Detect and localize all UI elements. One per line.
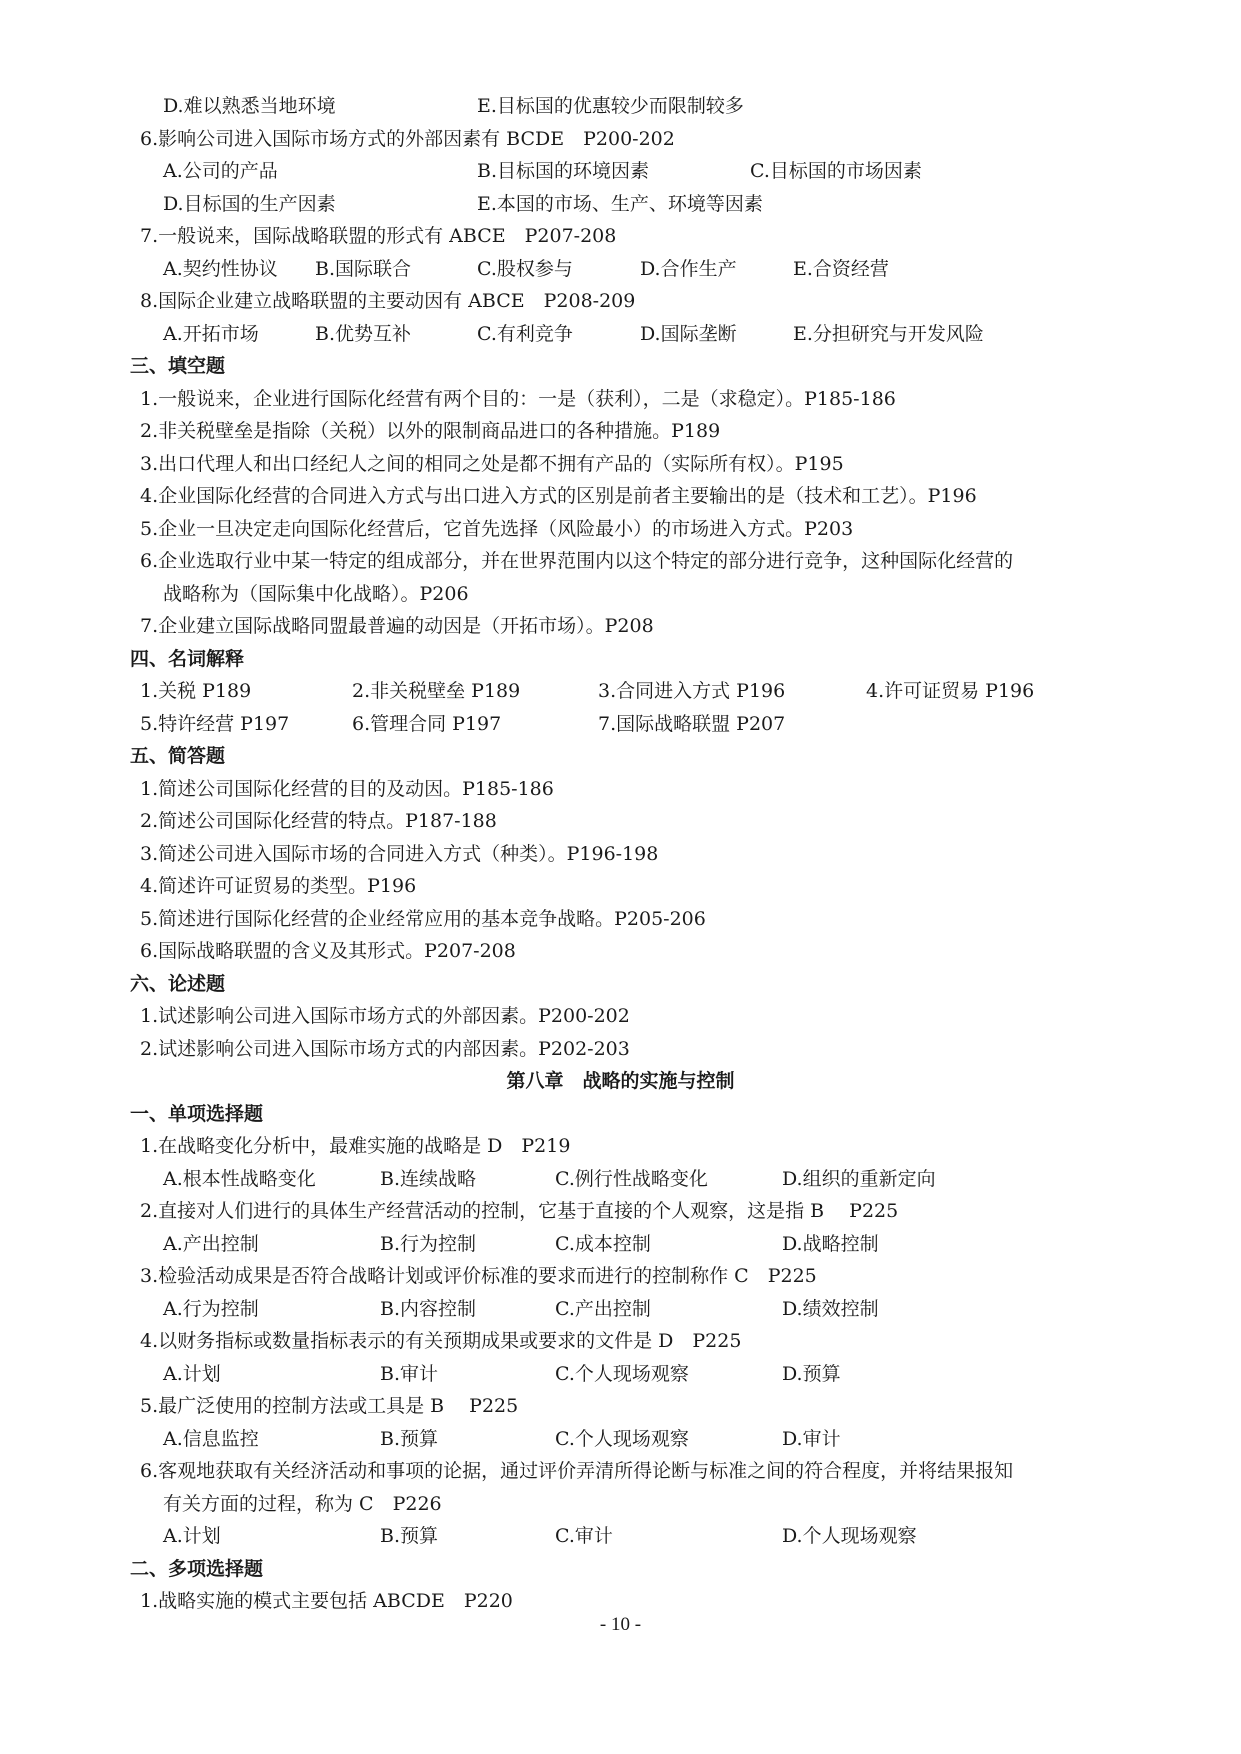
option: D.绩效控制	[782, 1297, 879, 1320]
option: A.开拓市场	[163, 322, 259, 345]
question: 2.直接对人们进行的具体生产经营活动的控制，它基于直接的个人观察，这是指 B P225	[140, 1200, 899, 1222]
option-row	[0, 90, 1241, 123]
option: C.产出控制	[555, 1297, 651, 1320]
option: E.分担研究与开发风险	[793, 322, 984, 345]
option: A.计划	[163, 1362, 221, 1385]
section-heading: 三、填空题	[130, 355, 226, 377]
option: E.本国的市场、生产、环境等因素	[477, 192, 763, 215]
term: 5.特许经营 P197	[140, 712, 290, 735]
option: B.预算	[380, 1427, 439, 1450]
option: C.有利竞争	[477, 322, 573, 345]
option: A.公司的产品	[163, 160, 278, 182]
option: B.行为控制	[380, 1232, 477, 1255]
term: 7.国际战略联盟 P207	[598, 712, 786, 735]
term: 3.合同进入方式 P196	[598, 680, 786, 702]
option-row	[0, 1520, 1241, 1553]
short-answer-question: 3.简述公司进入国际市场的合同进入方式（种类）。P196-198	[140, 842, 659, 865]
short-answer-question: 6.国际战略联盟的含义及其形式。P207-208	[140, 940, 516, 962]
document-page	[0, 90, 1241, 1618]
short-answer-question: 5.简述进行国际化经营的企业经常应用的基本竞争战略。P205-206	[140, 907, 706, 930]
term: 6.管理合同 P197	[352, 712, 502, 735]
option: D.合作生产	[640, 257, 737, 280]
question: 7.一般说来，国际战略联盟的形式有 ABCE P207-208	[140, 225, 617, 247]
option: D.目标国的生产因素	[163, 192, 336, 215]
term-row	[0, 708, 1241, 741]
question: 1.在战略变化分析中，最难实施的战略是 D P219	[140, 1135, 571, 1157]
option: C.成本控制	[555, 1232, 651, 1255]
option-row	[0, 1228, 1241, 1261]
option: E.目标国的优惠较少而限制较多	[477, 95, 744, 117]
term: 2.非关税壁垒 P189	[352, 680, 521, 702]
essay-question: 1.试述影响公司进入国际市场方式的外部因素。P200-202	[140, 1005, 630, 1027]
question: 6.影响公司进入国际市场方式的外部因素有 BCDE P200-202	[140, 127, 675, 150]
section-heading: 二、多项选择题	[130, 1557, 264, 1580]
essay-question: 2.试述影响公司进入国际市场方式的内部因素。P202-203	[140, 1037, 630, 1060]
option-row	[0, 1293, 1241, 1326]
option: A.根本性战略变化	[163, 1167, 316, 1190]
fill-blank-question: 7.企业建立国际战略同盟最普遍的动因是（开拓市场）。P208	[140, 615, 654, 637]
section-heading: 五、简答题	[130, 745, 226, 767]
option: C.个人现场观察	[555, 1362, 689, 1385]
section-heading: 一、单项选择题	[130, 1102, 264, 1125]
fill-blank-question: 2.非关税壁垒是指除（关税）以外的限制商品进口的各种措施。P189	[140, 420, 721, 442]
fill-blank-continuation: 战略称为（国际集中化战略）。P206	[163, 582, 469, 605]
option: D.预算	[782, 1362, 841, 1385]
option: C.审计	[555, 1525, 613, 1547]
option: B.内容控制	[380, 1297, 477, 1320]
short-answer-question: 4.简述许可证贸易的类型。P196	[140, 875, 417, 897]
option: A.计划	[163, 1525, 221, 1547]
option-row	[0, 253, 1241, 286]
option: D.组织的重新定向	[782, 1167, 936, 1190]
option-row	[0, 318, 1241, 351]
option: E.合资经营	[793, 257, 889, 280]
option: B.目标国的环境因素	[477, 160, 650, 182]
fill-blank-question: 4.企业国际化经营的合同进入方式与出口进入方式的区别是前者主要输出的是（技术和工艺）。P196	[140, 485, 977, 507]
option: A.契约性协议	[163, 257, 278, 280]
option: D.难以熟悉当地环境	[163, 95, 336, 117]
option: A.产出控制	[163, 1232, 259, 1255]
term: 4.许可证贸易 P196	[866, 680, 1035, 702]
option-row	[0, 188, 1241, 221]
fill-blank-question: 1.一般说来，企业进行国际化经营有两个目的：一是（获利），二是（求稳定）。P185-186	[140, 387, 896, 410]
option-row	[0, 1423, 1241, 1456]
question-continuation: 有关方面的过程，称为 C P226	[163, 1492, 442, 1515]
page-number: - 10 -	[599, 1614, 642, 1635]
term: 1.关税 P189	[140, 680, 252, 702]
option: A.信息监控	[163, 1427, 259, 1450]
chapter-title: 第八章 战略的实施与控制	[506, 1070, 735, 1092]
section-heading: 六、论述题	[130, 972, 226, 995]
option: C.个人现场观察	[555, 1427, 689, 1450]
question: 4.以财务指标或数量指标表示的有关预期成果或要求的文件是 D P225	[140, 1330, 742, 1352]
option: A.行为控制	[163, 1297, 259, 1320]
short-answer-question: 1.简述公司国际化经营的目的及动因。P185-186	[140, 777, 554, 800]
option: C.股权参与	[477, 257, 573, 280]
section-heading: 四、名词解释	[130, 647, 245, 670]
fill-blank-question: 3.出口代理人和出口经纪人之间的相同之处是都不拥有产品的（实际所有权）。P195	[140, 452, 844, 475]
question: 6.客观地获取有关经济活动和事项的论据，通过评价弄清所得论断与标准之间的符合程度，并将结果报知	[140, 1460, 1014, 1482]
short-answer-question: 2.简述公司国际化经营的特点。P187-188	[140, 810, 497, 832]
option-row	[0, 1163, 1241, 1196]
option: B.连续战略	[380, 1167, 477, 1190]
fill-blank-question: 5.企业一旦决定走向国际化经营后，它首先选择（风险最小）的市场进入方式。P203	[140, 517, 854, 540]
option: C.目标国的市场因素	[750, 160, 922, 182]
option: D.国际垄断	[640, 322, 737, 345]
option-row	[0, 1358, 1241, 1391]
option: D.审计	[782, 1427, 841, 1450]
question: 8.国际企业建立战略联盟的主要动因有 ABCE P208-209	[140, 290, 636, 312]
fill-blank-question: 6.企业选取行业中某一特定的组成部分，并在世界范围内以这个特定的部分进行竞争，这种国际化经营的	[140, 550, 1014, 572]
question: 1.战略实施的模式主要包括 ABCDE P220	[140, 1590, 513, 1612]
option: B.预算	[380, 1525, 439, 1547]
question: 3.检验活动成果是否符合战略计划或评价标准的要求而进行的控制称作 C P225	[140, 1265, 817, 1287]
option: D.个人现场观察	[782, 1525, 917, 1547]
term-row	[0, 675, 1241, 708]
option: B.优势互补	[315, 322, 412, 345]
option: C.例行性战略变化	[555, 1167, 708, 1190]
option: D.战略控制	[782, 1232, 879, 1255]
option: B.审计	[380, 1362, 439, 1385]
option-row	[0, 155, 1241, 188]
option: B.国际联合	[315, 257, 412, 280]
question: 5.最广泛使用的控制方法或工具是 B P225	[140, 1395, 519, 1417]
